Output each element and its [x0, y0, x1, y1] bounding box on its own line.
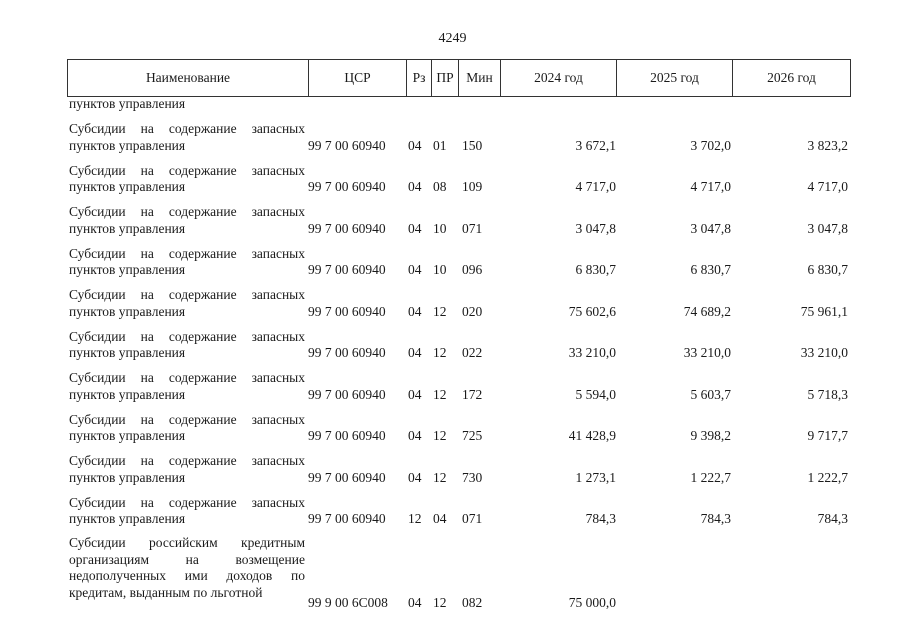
table-row — [67, 118, 850, 160]
row-2026: 9 717,7 — [807, 428, 848, 443]
col-header-min: Мин — [459, 60, 501, 97]
row-name: Субсидии на содержание запасных пунктов управления — [69, 245, 305, 277]
row-name: Субсидии на содержание запасных пунктов управления — [69, 121, 305, 153]
row-2026: 784,3 — [817, 511, 848, 526]
row-csr: 99 7 00 60940 — [308, 386, 386, 402]
row-2025: 33 210,0 — [683, 345, 731, 360]
row-csr: 99 7 00 60940 — [308, 428, 386, 443]
row-rz: 04 — [408, 345, 422, 360]
row-csr: 99 7 00 60940 — [308, 220, 386, 236]
row-csr: 99 7 00 60940 — [308, 511, 386, 526]
row-name: Субсидии на содержание запасных пунктов управления — [69, 287, 305, 319]
table-row — [67, 243, 850, 285]
col-header-2025: 2025 год — [617, 60, 733, 97]
row-pr: 12 — [433, 595, 447, 610]
page-number: 4249 — [438, 31, 467, 46]
row-csr: 99 7 00 60940 — [308, 262, 386, 277]
row-name: Субсидии на содержание запасных пунктов управления — [69, 328, 305, 360]
row-2025: 6 830,7 — [690, 262, 731, 277]
row-2025: 74 689,2 — [683, 303, 731, 319]
row-csr: 99 7 00 60940 — [308, 137, 386, 153]
table-row — [67, 284, 850, 326]
row-rz: 04 — [408, 262, 422, 277]
row-2024: 5 594,0 — [575, 386, 616, 402]
row-csr: 99 7 00 60940 — [308, 303, 386, 319]
row-pr: 12 — [433, 386, 447, 402]
row-min: 172 — [462, 386, 483, 402]
row-2026: 33 210,0 — [800, 345, 848, 360]
row-2026: 3 047,8 — [807, 220, 848, 236]
row-min: 109 — [462, 179, 483, 194]
col-header-rz: Рз — [407, 60, 432, 97]
row-csr: 99 7 00 60940 — [308, 345, 386, 360]
col-header-csr: ЦСР — [309, 60, 407, 97]
row-pr: 10 — [433, 262, 447, 277]
row-min: 725 — [462, 428, 483, 443]
row-2025: 9 398,2 — [690, 428, 731, 443]
table-body — [67, 96, 850, 615]
table-row — [67, 160, 850, 202]
row-min: 071 — [462, 220, 483, 236]
row-min: 150 — [462, 137, 483, 153]
row-pr: 10 — [433, 220, 447, 236]
row-2025: 3 702,0 — [690, 137, 731, 153]
col-header-2026: 2026 год — [733, 60, 851, 97]
table-row — [67, 326, 850, 368]
row-min: 096 — [462, 262, 483, 277]
row-name: Субсидии на содержание запасных пунктов управления — [69, 370, 305, 402]
row-2024: 3 672,1 — [575, 137, 616, 153]
row-2024: 41 428,9 — [568, 428, 616, 443]
row-rz: 04 — [408, 428, 422, 443]
row-2024: 75 602,6 — [568, 303, 616, 319]
row-name: Субсидии на содержание запасных пунктов управления — [69, 204, 305, 236]
row-rz: 04 — [408, 137, 422, 153]
row-rz: 12 — [408, 511, 422, 526]
row-csr: 99 7 00 60940 — [308, 179, 386, 194]
row-2024: 4 717,0 — [575, 179, 616, 194]
table-row — [67, 409, 850, 451]
row-2026: 6 830,7 — [807, 262, 848, 277]
row-2024: 33 210,0 — [568, 345, 616, 360]
row-rz: 04 — [408, 469, 422, 485]
row-2025: 4 717,0 — [690, 179, 731, 194]
col-header-pr: ПР — [432, 60, 459, 97]
row-2026: 1 222,7 — [807, 469, 848, 485]
table-header — [67, 59, 851, 97]
row-min: 071 — [462, 511, 483, 526]
row-name: Субсидии на содержание запасных пунктов управления — [69, 494, 305, 526]
row-rz: 04 — [408, 220, 422, 236]
row-rz: 04 — [408, 386, 422, 402]
row-pr: 08 — [433, 179, 447, 194]
row-2024: 3 047,8 — [575, 220, 616, 236]
row-rz: 04 — [408, 179, 422, 194]
row-pr: 12 — [433, 469, 447, 485]
row-2024: 6 830,7 — [575, 262, 616, 277]
row-2025: 1 222,7 — [690, 469, 731, 485]
row-2026: 4 717,0 — [807, 179, 848, 194]
table-row — [67, 492, 850, 534]
row-min: 730 — [462, 469, 483, 485]
row-min: 022 — [462, 345, 483, 360]
row-2025: 5 603,7 — [690, 386, 731, 402]
row-2024: 784,3 — [585, 511, 616, 526]
row-rz: 04 — [408, 595, 422, 610]
row-name: Субсидии российским кредитным организациям на возмещение недополученных ими доходов по кредитам, выданным по льготной — [69, 535, 305, 600]
row-csr: 99 7 00 60940 — [308, 469, 386, 485]
row-rz: 04 — [408, 303, 422, 319]
table-row — [67, 367, 850, 409]
row-2026: 75 961,1 — [800, 303, 848, 319]
row-2026: 3 823,2 — [807, 137, 848, 153]
row-name: Субсидии на содержание запасных пунктов управления — [69, 162, 305, 194]
row-min: 082 — [462, 595, 483, 610]
table-row — [67, 201, 850, 243]
row-pr: 12 — [433, 303, 447, 319]
row-pr: 01 — [433, 137, 447, 153]
table-row — [67, 533, 850, 615]
row-pr: 04 — [433, 511, 447, 526]
row-name: Субсидии на содержание запасных пунктов управления — [69, 453, 305, 485]
row-name: Субсидии на содержание запасных пунктов управления — [69, 411, 305, 443]
continuation-text: пунктов управления — [69, 96, 186, 111]
row-csr: 99 9 00 6С008 — [308, 595, 388, 610]
col-header-name: Наименование — [68, 60, 309, 97]
table-row — [67, 450, 850, 492]
col-header-2024: 2024 год — [501, 60, 617, 97]
row-2026: 5 718,3 — [807, 386, 848, 402]
row-2024: 75 000,0 — [568, 595, 616, 610]
row-pr: 12 — [433, 345, 447, 360]
row-min: 020 — [462, 303, 483, 319]
row-pr: 12 — [433, 428, 447, 443]
row-2024: 1 273,1 — [575, 469, 616, 485]
row-2025: 3 047,8 — [690, 220, 731, 236]
row-2025: 784,3 — [700, 511, 731, 526]
